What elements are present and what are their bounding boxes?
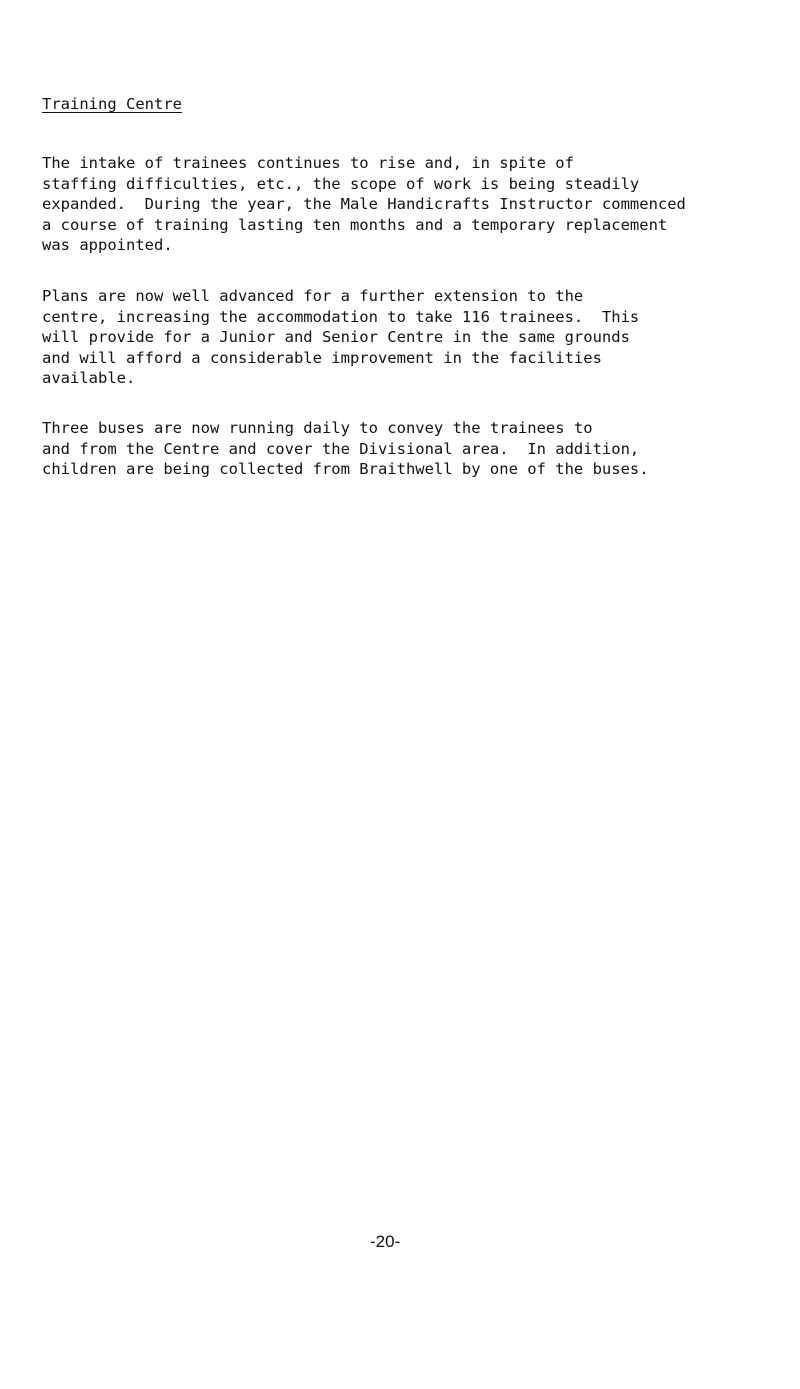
text-line: centre, increasing the accommodation to take 116 trainees. This: [42, 307, 640, 326]
text-line: will provide for a Junior and Senior Centre in the same grounds: [42, 328, 630, 346]
paragraph-bus-transport: [42, 418, 782, 480]
page-number: -20-: [370, 1232, 401, 1251]
text-line: expanded. During the year, the Male Handicrafts Instructor commenced: [42, 195, 686, 213]
text-line: The intake of trainees continues to rise and, in spite of: [42, 154, 574, 172]
text-line: staffing difficulties, etc., the scope of work is being steadily: [42, 174, 640, 193]
text-line: was appointed.: [42, 236, 173, 254]
text-line: Plans are now well advanced for a further extension to the: [42, 287, 584, 305]
paragraph-extension-plans: [42, 286, 782, 389]
text-line: and from the Centre and cover the Divisional area. In addition,: [42, 439, 640, 458]
text-line: and will afford a considerable improvement in the facilities: [42, 348, 602, 367]
text-line: children are being collected from Braithwell by one of the buses.: [42, 460, 649, 478]
text-line: available.: [42, 369, 136, 387]
text-line: Three buses are now running daily to convey the trainees to: [42, 419, 593, 437]
text-line: a course of training lasting ten months and a temporary replacement: [42, 215, 668, 234]
paragraph-trainee-intake: [42, 153, 782, 256]
section-heading: Training Centre: [42, 95, 182, 113]
